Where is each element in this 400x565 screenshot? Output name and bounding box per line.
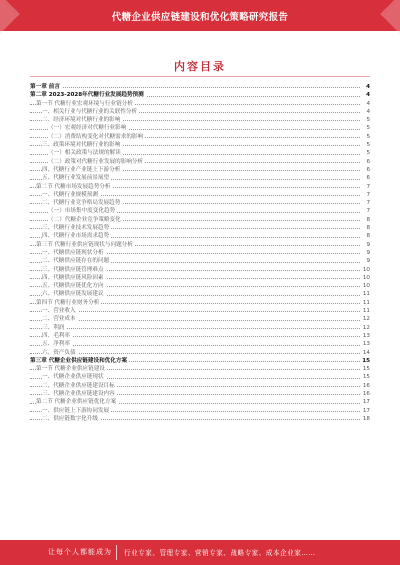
toc-chapter-entry[interactable]: [30, 83, 370, 91]
toc-item-entry[interactable]: [30, 290, 370, 298]
toc-leader-dots: [30, 345, 360, 346]
toc-leader-dots: [30, 353, 360, 354]
toc-page-number: 10: [362, 283, 370, 290]
toc-item-entry[interactable]: [30, 199, 370, 207]
toc-leader-dots: [30, 320, 360, 321]
toc-item-entry[interactable]: [30, 307, 370, 315]
toc-item-entry[interactable]: [30, 174, 370, 182]
toc-entry-title: 第四节 代糖行业财务分析: [36, 299, 100, 306]
toc-item-entry[interactable]: [30, 390, 370, 398]
footer-tagline: 行业专家、管理专家、营销专家、战略专家、成本企业家……: [124, 549, 316, 557]
toc-item-entry[interactable]: [30, 133, 370, 141]
toc-item-entry[interactable]: [30, 349, 370, 357]
toc-page-number: 8: [366, 216, 370, 223]
toc-page-number: 15: [362, 366, 370, 373]
toc-entry-title: 第二节 代糖市场发展趋势分析: [36, 183, 111, 190]
toc-entry-title: 五、代糖供应链优化方向: [42, 283, 104, 290]
toc-page-number: 14: [362, 349, 370, 356]
toc-item-entry[interactable]: [30, 340, 370, 348]
toc-item-entry[interactable]: [30, 324, 370, 332]
toc-item-entry[interactable]: [30, 124, 370, 132]
toc-entry-title: （二）代糖企业竞争策略变化: [48, 216, 121, 223]
toc-section-entry[interactable]: [30, 183, 370, 191]
toc-entry-title: 第一章 前言: [30, 84, 60, 90]
toc-page-number: 5: [366, 150, 370, 157]
report-title: 代糖企业供应链建设和优化策略研究报告: [111, 12, 289, 23]
toc-item-entry[interactable]: [30, 216, 370, 224]
toc-page-number: 12: [362, 324, 370, 331]
toc-page-number: 9: [366, 249, 370, 256]
toc-entry-title: 三、代糖企业供应链建设内容: [42, 390, 115, 397]
toc-page-number: 6: [366, 175, 370, 182]
toc-page-number: 17: [362, 399, 370, 406]
toc-page-number: 16: [362, 382, 370, 389]
toc-entry-title: 二、营业成本: [42, 316, 76, 323]
toc-entry-title: 第二章 2023-2028年代糖行业发展趋势预测: [30, 92, 144, 99]
toc-item-entry[interactable]: [30, 266, 370, 274]
toc-page-number: 10: [362, 266, 370, 273]
toc-entry-title: 二、供应链数字化升级: [42, 415, 98, 422]
toc-page-number: 8: [366, 225, 370, 232]
toc-section-entry[interactable]: [30, 299, 370, 307]
toc-item-entry[interactable]: [30, 407, 370, 415]
toc-entry-title: 三、利润: [42, 324, 65, 331]
toc-entry-title: （二）消费结构变化对代糖需求的影响: [48, 133, 144, 140]
toc-item-entry[interactable]: [30, 382, 370, 390]
toc-entry-title: 五、代糖行业发展前景展望: [42, 175, 110, 182]
toc-entry-title: 一、代糖企业供应链现状: [42, 374, 104, 381]
toc-item-entry[interactable]: [30, 158, 370, 166]
toc-page-number: 9: [366, 241, 370, 248]
toc-item-entry[interactable]: [30, 116, 370, 124]
toc-page-number: 4: [366, 84, 370, 90]
toc-page-number: 11: [362, 291, 370, 298]
toc-page-number: 18: [362, 415, 370, 422]
toc-item-entry[interactable]: [30, 191, 370, 199]
toc-entry-title: 第三节 代糖行业供应链现状与问题分析: [36, 241, 133, 248]
toc-section-entry[interactable]: [30, 100, 370, 108]
toc-item-entry[interactable]: [30, 207, 370, 215]
toc-page-number: 4: [366, 108, 370, 115]
toc-page-number: 5: [366, 133, 370, 140]
toc-entry-title: 六、代糖供应链发展建议: [42, 291, 104, 298]
header-band: [0, 0, 400, 31]
toc-page-number: 5: [366, 142, 370, 149]
toc-entry-title: （一）宏观经济对代糖行业影响: [48, 125, 127, 132]
toc-page-number: 12: [362, 316, 370, 323]
toc-entry-title: 三、代糖行业技术发展趋势: [42, 225, 110, 232]
toc-page-number: 10: [362, 274, 370, 281]
toc-entry-title: 五、净利率: [42, 341, 70, 348]
toc-page-number: 11: [362, 308, 370, 315]
toc-leader-dots: [30, 328, 360, 329]
toc-page-number: 16: [362, 390, 370, 397]
toc-page-number: 4: [366, 100, 370, 107]
toc-page-number: 5: [366, 117, 370, 124]
toc-section-entry[interactable]: [30, 241, 370, 249]
toc-leader-dots: [30, 87, 360, 88]
toc-leader-dots: [30, 311, 360, 312]
toc-entry-title: 四、毛利率: [42, 332, 70, 339]
toc-item-entry[interactable]: [30, 249, 370, 257]
toc-item-entry[interactable]: [30, 274, 370, 282]
toc-entry-title: 一、代糖行业规模预测: [42, 191, 98, 198]
toc-leader-dots: [30, 336, 360, 337]
footer-slogan: 让每个人都能成为: [48, 548, 112, 556]
toc-entry-title: 第一节 代糖企业供应链建设: [36, 366, 105, 373]
toc-page-number: 7: [366, 191, 370, 198]
toc-chapter-entry[interactable]: [30, 357, 370, 365]
toc-page-number: 17: [362, 407, 370, 414]
toc-entry-title: 二、代糖行业竞争格局发展趋势: [42, 200, 121, 207]
toc-page-number: 5: [366, 125, 370, 132]
toc-section-entry[interactable]: [30, 398, 370, 406]
toc-item-entry[interactable]: [30, 232, 370, 240]
toc-entry-title: 一、营业收入: [42, 308, 76, 315]
toc-divider: [30, 76, 370, 77]
toc-entry-title: （一）市场集中度变化趋势: [48, 208, 116, 215]
toc-item-entry[interactable]: [30, 257, 370, 265]
toc-page-number: 7: [366, 208, 370, 215]
toc-page-number: 7: [366, 200, 370, 207]
table-of-contents: [30, 83, 370, 423]
toc-entry-title: 第一节 代糖行业宏观环境与行业链分析: [36, 100, 133, 107]
toc-item-entry[interactable]: [30, 373, 370, 381]
toc-page-number: 15: [362, 357, 370, 364]
toc-entry-title: （一）相关政策与法规的解读: [48, 150, 121, 157]
toc-item-entry[interactable]: [30, 149, 370, 157]
footer-band: [0, 540, 400, 565]
toc-page-number: 7: [366, 183, 370, 190]
toc-entry-title: 三、政策环境对代糖行业的影响: [42, 142, 121, 149]
toc-item-entry[interactable]: [30, 415, 370, 423]
toc-section-entry[interactable]: [30, 365, 370, 373]
toc-page-number: 13: [362, 341, 370, 348]
toc-page-number: 8: [366, 233, 370, 240]
toc-item-entry[interactable]: [30, 315, 370, 323]
toc-entry-title: 四、代糖行业产业链上下游分析: [42, 166, 121, 173]
toc-entry-title: 第三章 代糖企业供应链建设和优化方案: [30, 357, 128, 364]
toc-entry-title: 一、代糖供应链现状分析: [42, 249, 104, 256]
toc-item-entry[interactable]: [30, 141, 370, 149]
toc-entry-title: 一、供应链上下游协同发展: [42, 407, 110, 414]
toc-item-entry[interactable]: [30, 224, 370, 232]
toc-page-number: 4: [366, 92, 370, 99]
toc-entry-title: （二）政策对代糖行业发展的影响分析: [48, 158, 144, 165]
toc-page-number: 13: [362, 332, 370, 339]
toc-page-number: 9: [366, 258, 370, 265]
footer-divider: [116, 545, 117, 560]
toc-entry-title: 四、代糖供应链风险因素: [42, 274, 104, 281]
toc-entry-title: 第二节 代糖企业供应链优化方案: [36, 399, 117, 406]
toc-page-number: 6: [366, 158, 370, 165]
toc-entry-title: 六、资产负债: [42, 349, 76, 356]
toc-entry-title: 二、代糖企业供应链建设目标: [42, 382, 115, 389]
toc-entry-title: 二、代糖供应链存在的问题: [42, 258, 110, 265]
toc-page-number: 6: [366, 166, 370, 173]
toc-entry-title: 三、代糖供应链管理难点: [42, 266, 104, 273]
toc-item-entry[interactable]: [30, 166, 370, 174]
toc-heading: 内容目录: [174, 60, 226, 73]
toc-entry-title: 二、经济环境对代糖行业的影响: [42, 117, 121, 124]
toc-entry-title: 一、相关行业与代糖行业的关联性分析: [42, 108, 138, 115]
toc-entry-title: 四、代糖行业市场需求趋势: [42, 233, 110, 240]
toc-item-entry[interactable]: [30, 332, 370, 340]
toc-item-entry[interactable]: [30, 108, 370, 116]
toc-page-number: 11: [362, 299, 370, 306]
toc-item-entry[interactable]: [30, 282, 370, 290]
toc-page-number: 15: [362, 374, 370, 381]
toc-chapter-entry[interactable]: [30, 91, 370, 99]
